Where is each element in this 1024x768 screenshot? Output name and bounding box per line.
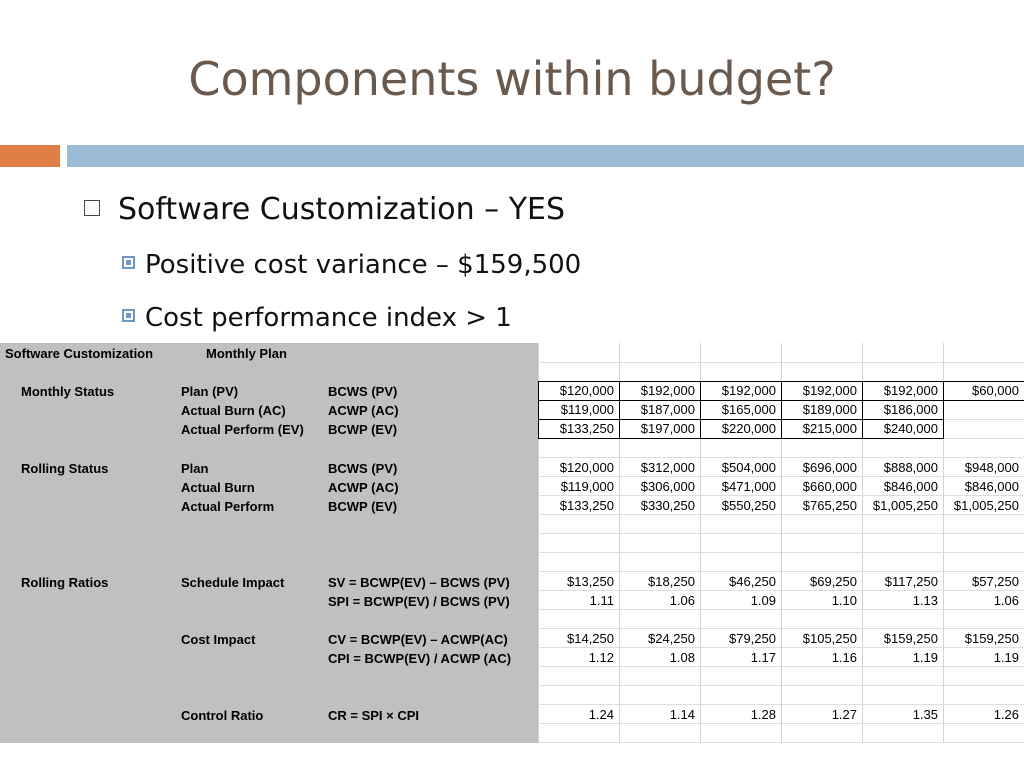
grid-row-line: [538, 647, 1024, 648]
value-cell: 1.35: [912, 707, 938, 722]
row-code-label: BCWP (EV): [328, 499, 398, 514]
value-cell: $197,000: [640, 421, 695, 436]
section-label: Rolling Ratios: [21, 575, 109, 590]
value-cell: 1.06: [993, 593, 1019, 608]
grid-row-line: [538, 476, 1024, 477]
grid-row-line: [538, 666, 1024, 667]
square-bullet-icon: [122, 256, 135, 269]
row-code-label: BCWS (PV): [328, 461, 398, 476]
value-cell: $159,250: [964, 631, 1019, 646]
grid-row-line: [538, 685, 1024, 686]
value-cell: $14,250: [567, 631, 614, 646]
value-cell: $192,000: [640, 383, 695, 398]
value-cell: 1.14: [669, 707, 695, 722]
value-cell: 1.13: [912, 593, 938, 608]
slide-title: Components within budget?: [188, 52, 836, 106]
accent-bar-blue: [67, 145, 1024, 167]
grid-row-line: [538, 552, 1024, 553]
value-cell: 1.27: [831, 707, 857, 722]
value-cell: $306,000: [640, 479, 695, 494]
value-cell: $550,250: [721, 498, 776, 513]
value-cell: 1.26: [993, 707, 1019, 722]
row-item-label: Actual Perform: [181, 499, 275, 514]
value-cell: 1.10: [831, 593, 857, 608]
row-code-label: BCWS (PV): [328, 384, 398, 399]
row-item-label: Plan (PV): [181, 384, 239, 399]
value-cell: $133,250: [559, 498, 614, 513]
sub-bullet-text: Positive cost variance – $159,500: [145, 250, 582, 280]
value-cell: $120,000: [559, 460, 614, 475]
value-cell: $57,250: [972, 574, 1019, 589]
grid-row-line: [538, 628, 1024, 629]
row-code-label: SPI = BCWP(EV) / BCWS (PV): [328, 594, 510, 609]
grid-row-line: [538, 704, 1024, 705]
row-code-label: CR = SPI × CPI: [328, 708, 420, 723]
value-cell: $192,000: [883, 383, 938, 398]
row-item-label: Plan: [181, 461, 209, 476]
value-cell: $79,250: [729, 631, 776, 646]
value-cell: $24,250: [648, 631, 695, 646]
value-cell: $120,000: [559, 383, 614, 398]
accent-bar-orange: [0, 145, 60, 167]
sheet-plan-label: Monthly Plan: [206, 346, 287, 361]
value-cell: $696,000: [802, 460, 857, 475]
value-cell: 1.08: [669, 650, 695, 665]
hollow-square-bullet-icon: [84, 200, 100, 216]
grid-row-line: [538, 533, 1024, 534]
grid-row-line: [538, 609, 1024, 610]
row-item-label: Cost Impact: [181, 632, 256, 647]
value-cell: $215,000: [802, 421, 857, 436]
value-cell: $765,250: [802, 498, 857, 513]
row-code-label: ACWP (AC): [328, 403, 399, 418]
value-cell: $119,000: [560, 402, 614, 417]
value-cell: $117,250: [884, 574, 938, 589]
value-cell: $660,000: [802, 479, 857, 494]
value-cell: $186,000: [883, 402, 938, 417]
value-cell: $18,250: [648, 574, 695, 589]
grid-row-line: [538, 723, 1024, 724]
sheet-name: Software Customization: [5, 346, 154, 361]
value-cell: $60,000: [972, 383, 1019, 398]
row-code-label: CV = BCWP(EV) – ACWP(AC): [328, 632, 508, 647]
bullet-text: Software Customization – YES: [118, 192, 566, 227]
grid-row-line: [538, 362, 1024, 363]
value-cell: $948,000: [964, 460, 1019, 475]
value-cell: $187,000: [640, 402, 695, 417]
value-cell: $240,000: [883, 421, 938, 436]
bullet-level1: [84, 192, 565, 227]
value-cell: $165,000: [721, 402, 776, 417]
value-cell: $846,000: [883, 479, 938, 494]
grid-row-line: [538, 514, 1024, 515]
grid-row-line: [538, 495, 1024, 496]
value-cell: $105,250: [802, 631, 857, 646]
value-cell: $69,250: [810, 574, 857, 589]
value-cell: $189,000: [802, 402, 857, 417]
value-cell: $192,000: [802, 383, 857, 398]
value-cell: 1.19: [912, 650, 938, 665]
value-cell: $220,000: [721, 421, 776, 436]
value-cell: 1.24: [588, 707, 614, 722]
value-cell: 1.19: [993, 650, 1019, 665]
value-cell: $159,250: [883, 631, 938, 646]
sub-bullet-text: Cost performance index > 1: [145, 303, 512, 333]
row-code-label: ACWP (AC): [328, 480, 399, 495]
value-cell: 1.06: [669, 593, 695, 608]
label-area: [0, 343, 538, 743]
row-item-label: Actual Perform (EV): [181, 422, 304, 437]
value-cell: 1.12: [588, 650, 614, 665]
value-cell: $46,250: [729, 574, 776, 589]
sub-bullet: [122, 250, 581, 280]
grid-row-line: [538, 590, 1024, 591]
row-code-label: BCWP (EV): [328, 422, 398, 437]
row-item-label: Actual Burn: [181, 480, 255, 495]
value-cell: $119,000: [560, 479, 614, 494]
value-cell: 1.17: [750, 650, 776, 665]
grid-row-line: [538, 457, 1024, 458]
section-label: Monthly Status: [21, 384, 115, 399]
row-code-label: SV = BCWP(EV) – BCWS (PV): [328, 575, 510, 590]
value-cell: $846,000: [964, 479, 1019, 494]
row-item-label: Schedule Impact: [181, 575, 285, 590]
value-cell: $330,250: [640, 498, 695, 513]
sub-bullet: [122, 303, 512, 333]
value-cell: $504,000: [721, 460, 776, 475]
value-grid: [538, 343, 1024, 743]
grid-row-line: [538, 571, 1024, 572]
value-cell: 1.11: [589, 593, 614, 608]
value-cell: $13,250: [567, 574, 614, 589]
square-bullet-icon: [122, 309, 135, 322]
value-cell: $1,005,250: [953, 498, 1019, 513]
row-code-label: CPI = BCWP(EV) / ACWP (AC): [328, 651, 512, 666]
value-cell: $312,000: [640, 460, 695, 475]
value-cell: $1,005,250: [872, 498, 938, 513]
value-cell: $192,000: [721, 383, 776, 398]
row-item-label: Control Ratio: [181, 708, 264, 723]
value-cell: $133,250: [559, 421, 614, 436]
value-cell: 1.16: [831, 650, 857, 665]
grid-row-line: [538, 742, 1024, 743]
value-cell: 1.09: [750, 593, 776, 608]
section-label: Rolling Status: [21, 461, 109, 476]
value-cell: $471,000: [721, 479, 776, 494]
value-cell: $888,000: [883, 460, 938, 475]
value-cell: 1.28: [750, 707, 776, 722]
row-item-label: Actual Burn (AC): [181, 403, 286, 418]
spreadsheet: [0, 343, 1024, 743]
